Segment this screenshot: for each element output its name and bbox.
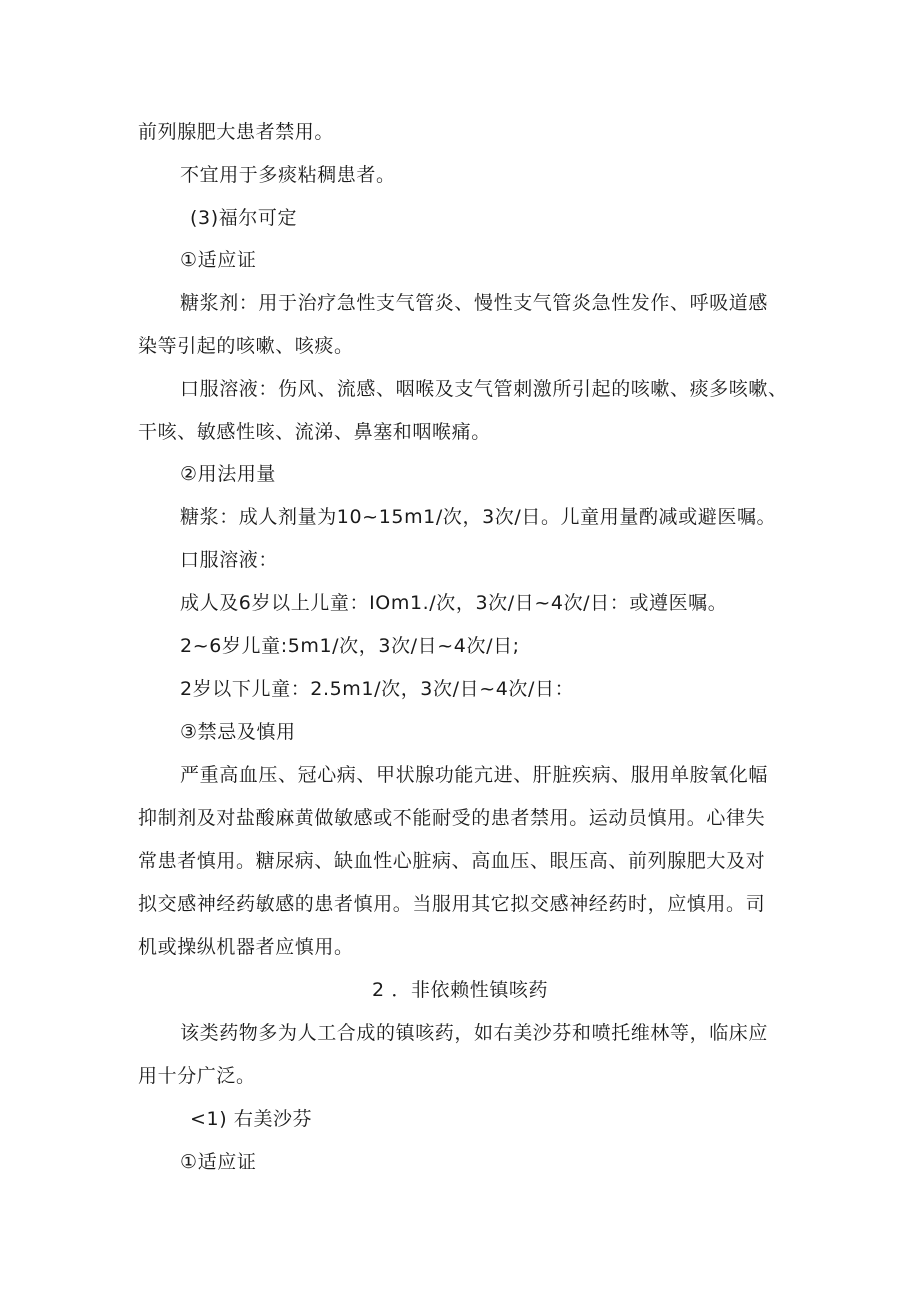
- paragraph-line: 染等引起的咳嗽、咳痰。: [138, 335, 354, 357]
- paragraph-line: 干咳、敏感性咳、流涕、鼻塞和咽喉痛。: [138, 421, 491, 443]
- section-heading: (3)福尔可定: [190, 207, 298, 229]
- paragraph-line: 不宜用于多痰粘稠患者。: [180, 164, 396, 186]
- paragraph-line: 口服溶液：: [180, 549, 279, 571]
- paragraph-line: 严重高血压、冠心病、甲状腺功能亢进、肝脏疾病、服用单胺氧化幅: [180, 764, 769, 786]
- paragraph-line: 2~6岁儿童:5m1/次，3次/日~4次/日;: [180, 635, 520, 657]
- paragraph-line: 前列腺肥大患者禁用。: [138, 121, 335, 143]
- paragraph-line: 糖浆剂：用于治疗急性支气管炎、慢性支气管炎急性发作、呼吸道感: [180, 292, 769, 314]
- subsection-heading: ②用法用量: [180, 463, 277, 485]
- paragraph-line: 糖浆：成人剂量为10~15m1/次，3次/日。儿童用量酌减或避医嘱。: [180, 506, 777, 528]
- section-heading: <1) 右美沙芬: [190, 1108, 313, 1130]
- paragraph-line: 抑制剂及对盐酸麻黄做敏感或不能耐受的患者禁用。运动员慎用。心律失: [138, 807, 766, 829]
- subsection-heading: ①适应证: [180, 1151, 257, 1173]
- paragraph-line: 拟交感神经药敏感的患者慎用。当服用其它拟交感神经药时，应慎用。司: [138, 893, 766, 915]
- paragraph-line: 机或操纵机器者应慎用。: [138, 936, 354, 958]
- paragraph-line: 用十分广泛。: [138, 1065, 256, 1087]
- paragraph-line: 该类药物多为人工合成的镇咳药，如右美沙芬和喷托维林等，临床应: [180, 1022, 769, 1044]
- subsection-heading: ①适应证: [180, 249, 257, 271]
- paragraph-line: 成人及6岁以上儿童：IOm1./次，3次/日~4次/日：或遵医嘱。: [180, 592, 728, 614]
- paragraph-line: 口服溶液：伤风、流感、咽喉及支气管刺激所引起的咳嗽、痰多咳嗽、: [180, 378, 788, 400]
- paragraph-line: 常患者慎用。糖尿病、缺血性心脏病、高血压、眼压高、前列腺肥大及对: [138, 850, 766, 872]
- subsection-heading: ③禁忌及慎用: [180, 721, 296, 743]
- section-heading: 2 ．非依赖性镇咳药: [372, 979, 549, 1001]
- paragraph-line: 2岁以下儿童：2.5m1/次，3次/日~4次/日：: [180, 678, 575, 700]
